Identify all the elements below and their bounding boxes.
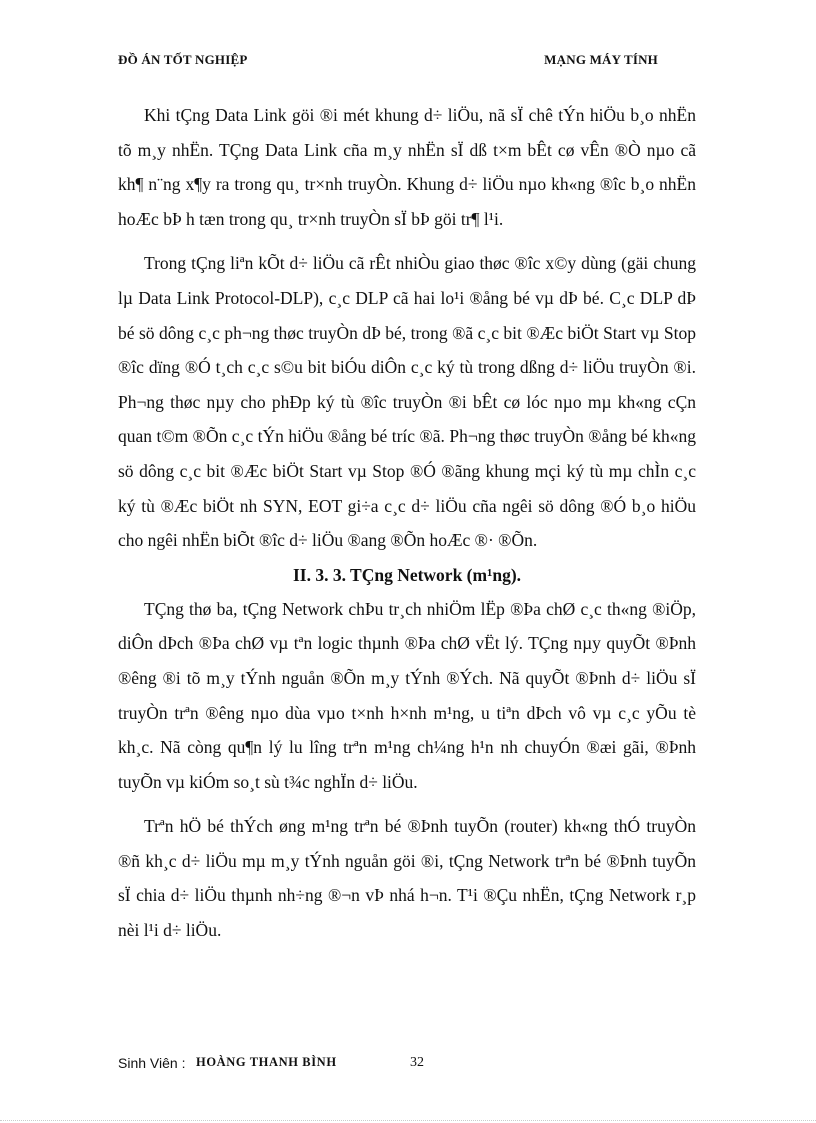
page-header bbox=[118, 52, 658, 72]
footer-student-name: HOÀNG THANH BÌNH bbox=[196, 1055, 337, 1069]
footer-student-label: Sinh Viên : bbox=[118, 1055, 186, 1071]
page-footer bbox=[118, 1055, 518, 1075]
paragraph-network-layer: TÇng thø ba, tÇng Network chÞu tr¸ch nhiÖm lËp ®Þa chØ c¸c th«ng ®iÖp, diÔn dÞch ®Þa chØ vµ tªn logic thµnh ®Þa chØ vËt lý. TÇng nµy quyÕt ®Þnh ®êng ®i tõ m¸y tÝnh nguån ®Õn m¸y tÝnh ®Ých. Nã quyÕt ®Þnh d÷ liÖu sÏ truyÒn trªn ®êng nµo dùa vµo t×nh h×nh m¹ng, u tiªn dÞch vô vµ c¸c yÕu tè kh¸c. Nã còng qu¶n lý lu lîng trªn m¹ng ch¼ng h¹n nh chuyÓn ®æi gãi, ®Þnh tuyÕn vµ kiÓm so¸t sù t¾c nghÏn d÷ liÖu. bbox=[118, 598, 696, 792]
paragraph-data-link-ack: Khi tÇng Data Link göi ®i mét khung d÷ liÖu, nã sÏ chê tÝn hiÖu b¸o nhËn tõ m¸y nhËn. TÇng Data Link cña m¸y nhËn sÏ dß t×m bÊt cø vÊn ®Ò nµo cã kh¶ n¨ng x¶y ra trong qu¸ tr×nh truyÒn. Khung d÷ liÖu nµo kh«ng ®îc b¸o nhËn hoÆc bÞ h tæn trong qu¸ tr×nh truyÒn sÏ bÞ göi tr¶ l¹i. bbox=[118, 105, 696, 229]
page-bottom-rule bbox=[0, 1120, 816, 1121]
section-heading-network-layer: II. 3. 3. TÇng Network (m¹ng). bbox=[292, 564, 522, 585]
header-left-title: ĐỒ ÁN TỐT NGHIỆP bbox=[118, 52, 248, 67]
paragraph-router: Trªn hÖ bé thÝch øng m¹ng trªn bé ®Þnh tuyÕn (router) kh«ng thÓ truyÒn ®ñ kh¸c d÷ liÖu mµ m¸y tÝnh nguån göi ®i, tÇng Network trªn bé ®Þnh tuyÕn sÏ chia d÷ liÖu thµnh nh÷ng ®¬n vÞ nhá h¬n. T¹i ®Çu nhËn, tÇng Network r¸p nèi l¹i d÷ liÖu. bbox=[118, 816, 696, 941]
header-right-title: MẠNG MÁY TÍNH bbox=[544, 52, 658, 67]
page-number: 32 bbox=[410, 1055, 424, 1070]
paragraph-dlp-protocols: Trong tÇng liªn kÕt d÷ liÖu cã rÊt nhiÒu giao thøc ®îc x©y dùng (gäi chung lµ Data Link Protocol-DLP), c¸c DLP cã hai lo¹i ®ång bé vµ dÞ bé. C¸c DLP dÞ bé sö dông c¸c ph¬ng thøc truyÒn dÞ bé, trong ®ã c¸c bit ®Æc biÖt Start vµ Stop ®îc dïng ®Ó t¸ch c¸c s©u bit biÓu diÔn c¸c ký tù trong dßng d÷ liÖu truyÒn ®i. Ph¬ng thøc nµy cho phÐp ký tù ®îc truyÒn ®i bÊt cø lóc nµo mµ kh«ng cÇn quan t©m ®Õn c¸c tÝn hiÖu ®ång bé tríc ®ã. Ph¬ng thøc truyÒn ®ång bé kh«ng sö dông c¸c bit ®Æc biÖt Start vµ Stop ®Ó ®ãng khung mçi ký tù mµ chÌn c¸c ký tù ®Æc biÖt nh SYN, EOT gi÷a c¸c d÷ liÖu cña ngêi sö dông ®Ó b¸o hiÖu cho ngêi nhËn biÕt ®îc d÷ liÖu ®ang ®Õn hoÆc ®· ®Õn. bbox=[118, 253, 696, 551]
document-body bbox=[118, 98, 696, 948]
